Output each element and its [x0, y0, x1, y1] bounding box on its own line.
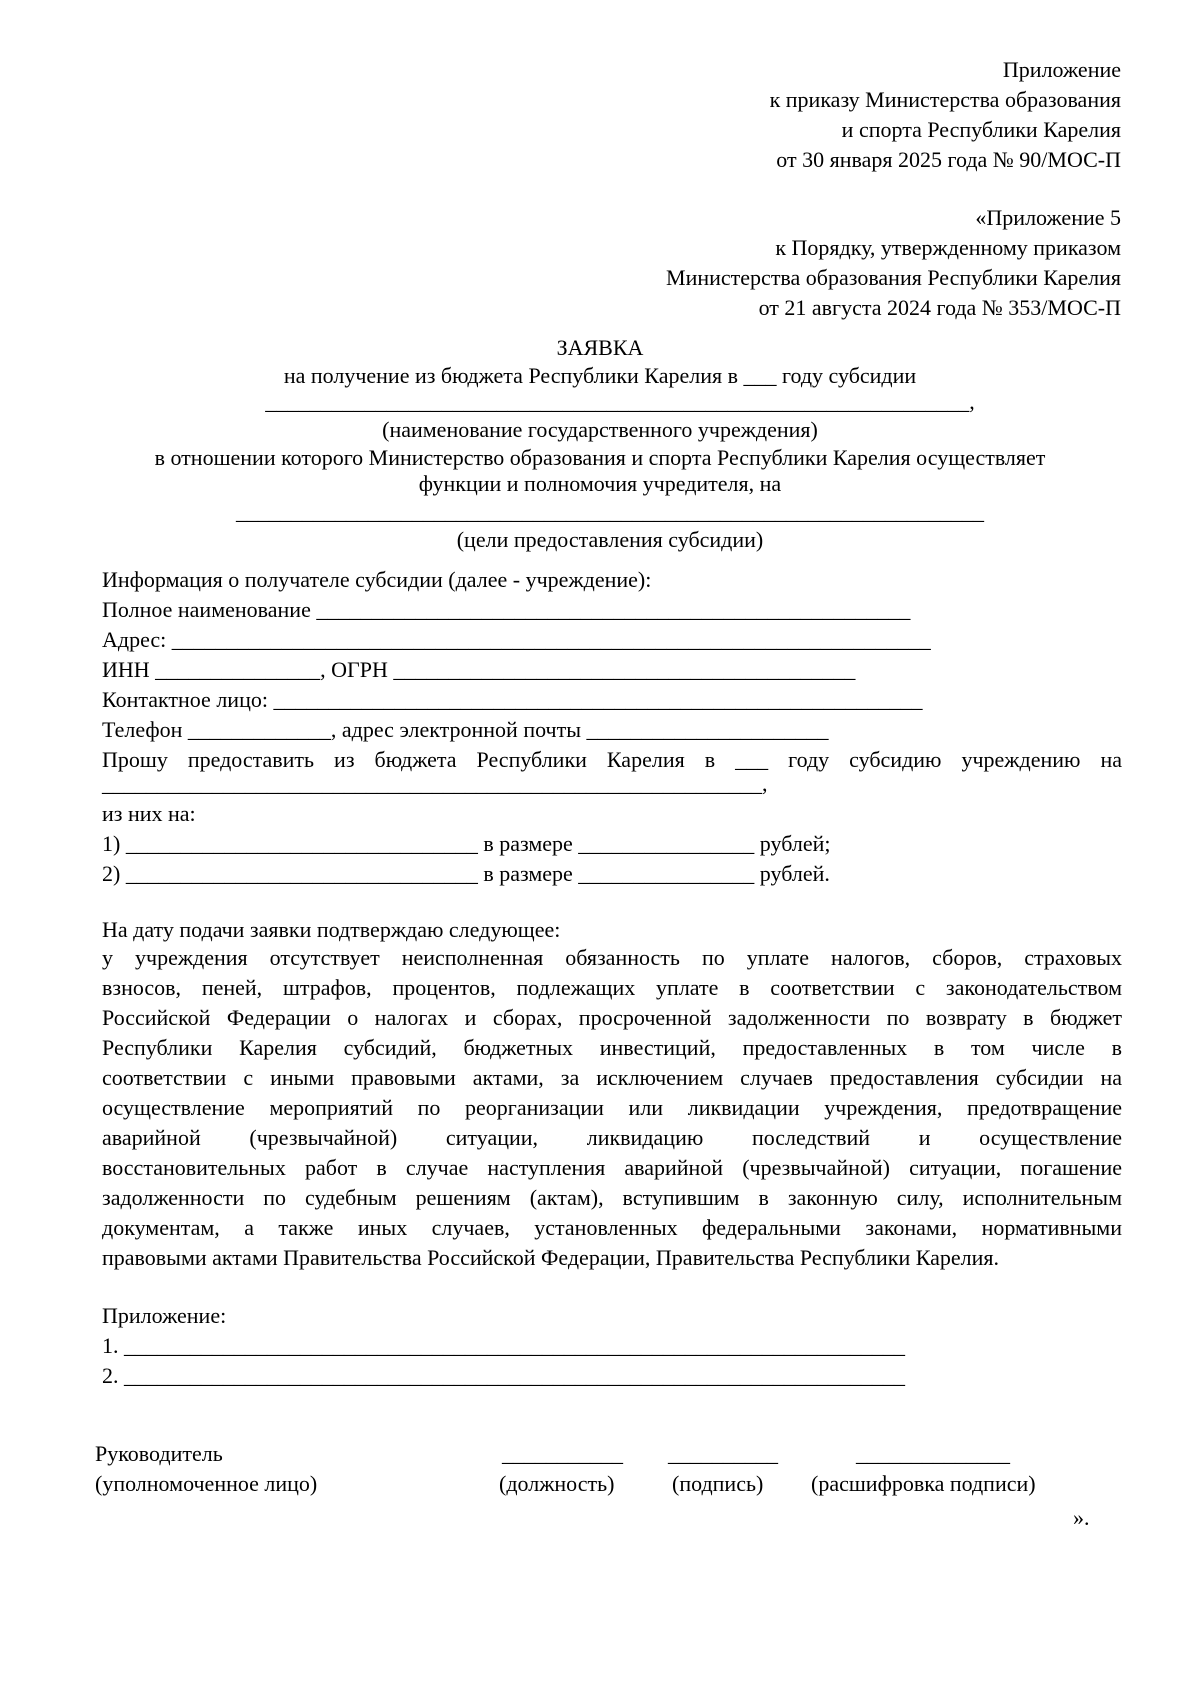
purpose-caption: (цели предоставления субсидии)	[456, 527, 764, 552]
title-subline: на получение из бюджета Республики Карелия в ___ году субсидии	[283, 363, 917, 388]
purpose-blank: ____________________________________________________________________	[236, 499, 984, 524]
confirm-text-line: восстановительных работ в случае наступления аварийной (чрезвычайной) ситуации, погашение	[102, 1155, 1122, 1180]
subsidy-item-2: 2) ________________________________ в размере ________________ рублей.	[102, 861, 830, 886]
confirm-text-line: Российской Федерации о налогах и сборах, просроченной задолженности по возврату в бюджет	[102, 1005, 1122, 1030]
signature-blank: __________	[668, 1441, 778, 1466]
full-name-field: Полное наименование ______________________________________________________	[102, 597, 911, 622]
recipient-info-heading: Информация о получателе субсидии (далее - учреждение):	[102, 567, 652, 592]
attachment-item-1: 1. _______________________________________________________________________	[102, 1333, 905, 1358]
procedure-ref-line: к Порядку, утвержденному приказом	[775, 235, 1121, 260]
appendix-label: Приложение	[1002, 57, 1121, 82]
confirm-text-line: Республики Карелия субсидий, бюджетных инвестиций, предоставленных в том числе в	[102, 1035, 1122, 1060]
document-title: ЗАЯВКА	[556, 335, 644, 360]
appendix-5-label: «Приложение 5	[975, 205, 1121, 230]
confirm-text-line: правовыми актами Правительства Российской Федерации, Правительства Республики Карелия.	[102, 1245, 1000, 1270]
order-ref-line: к приказу Министерства образования	[769, 87, 1121, 112]
signature-caption: (подпись)	[672, 1471, 764, 1496]
procedure-ministry-line: Министерства образования Республики Карелия	[666, 265, 1121, 290]
confirm-heading: На дату подачи заявки подтверждаю следующее:	[102, 917, 561, 942]
attachment-item-2: 2. _______________________________________________________________________	[102, 1363, 905, 1388]
closing-quote: ».	[1073, 1505, 1090, 1530]
attachments-heading: Приложение:	[102, 1303, 227, 1328]
of-them-label: из них на:	[102, 801, 196, 826]
inn-ogrn-field: ИНН _______________, ОГРН __________________________________________	[102, 657, 856, 682]
institution-blank: ________________________________________________________________,	[265, 389, 975, 414]
procedure-date-line: от 21 августа 2024 года № 353/МОС-П	[758, 295, 1121, 320]
phone-email-field: Телефон _____________, адрес электронной почты ______________________	[102, 717, 829, 742]
confirm-text-line: аварийной (чрезвычайной) ситуации, ликвидацию последствий и осуществление	[102, 1125, 1122, 1150]
confirm-text-line: взносов, пеней, штрафов, процентов, подлежащих уплате в соответствии с законодательством	[102, 975, 1122, 1000]
ministry-line: и спорта Республики Карелия	[841, 117, 1121, 142]
institution-caption: (наименование государственного учреждения)	[382, 417, 818, 442]
position-blank: ___________	[502, 1441, 623, 1466]
founder-line: в отношении которого Министерство образования и спорта Республики Карелия осуществляет	[154, 445, 1046, 470]
signature-decode-blank: ______________	[856, 1441, 1010, 1466]
signature-decode-caption: (расшифровка подписи)	[811, 1471, 1036, 1496]
head-label: Руководитель	[95, 1441, 223, 1466]
contact-person-field: Контактное лицо: ___________________________________________________________	[102, 687, 923, 712]
order-date-line: от 30 января 2025 года № 90/МОС-П	[776, 147, 1121, 172]
request-blank: ____________________________________________________________,	[102, 771, 768, 796]
confirm-text-line: документам, а также иных случаев, установленных федеральными законами, нормативными	[102, 1215, 1122, 1240]
address-field: Адрес: _____________________________________________________________________	[102, 627, 931, 652]
subsidy-item-1: 1) ________________________________ в размере ________________ рублей;	[102, 831, 831, 856]
confirm-text-line: задолженности по судебным решениям (актам), вступившим в законную силу, исполнительным	[102, 1185, 1122, 1210]
founder-line-2: функции и полномочия учредителя, на	[418, 471, 782, 496]
authorized-person-label: (уполномоченное лицо)	[95, 1471, 318, 1496]
confirm-text-line: соответствии с иными правовыми актами, за исключением случаев предоставления субсидии на	[102, 1065, 1122, 1090]
position-caption: (должность)	[499, 1471, 615, 1496]
confirm-text-line: у учреждения отсутствует неисполненная обязанность по уплате налогов, сборов, страховых	[102, 945, 1122, 970]
confirm-text-line: осуществление мероприятий по реорганизации или ликвидации учреждения, предотвращение	[102, 1095, 1122, 1120]
request-line: Прошу предоставить из бюджета Республики Карелия в ___ году субсидию учреждению на	[102, 747, 1122, 772]
